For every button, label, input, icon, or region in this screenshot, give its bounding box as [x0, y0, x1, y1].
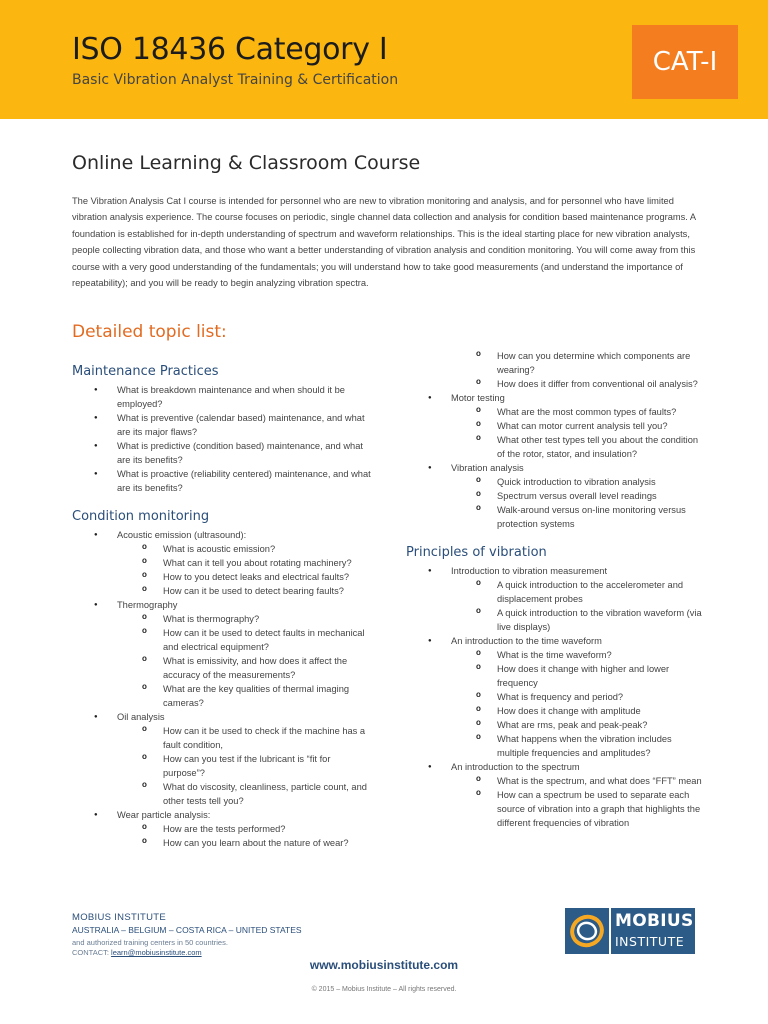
sub-list-item: o How does it change with higher and lower frequency	[406, 662, 706, 690]
logo-line-2: INSTITUTE	[615, 934, 685, 949]
sub-list-item: o How can you test if the lubricant is “fit for purpose”?	[72, 752, 372, 780]
sub-list-item: o How are the tests performed?	[72, 822, 372, 836]
page-subtitle: Basic Vibration Analyst Training & Certification	[72, 72, 399, 88]
sub-list-item: o How does it change with amplitude	[406, 704, 706, 718]
list-item: ● Vibration analysis	[406, 461, 706, 475]
sub-list-item: o Walk-around versus on-line monitoring versus protection systems	[406, 503, 706, 531]
category-badge: CAT-I	[632, 25, 738, 99]
topics-heading: Detailed topic list:	[72, 322, 227, 342]
course-heading: Online Learning & Classroom Course	[72, 152, 421, 174]
sub-list-item: o What is acoustic emission?	[72, 542, 372, 556]
list-item: ● What is breakdown maintenance and when should it be employed?	[72, 383, 372, 411]
page-title: ISO 18436 Category I	[72, 32, 388, 67]
sub-list-item: o What is frequency and period?	[406, 690, 706, 704]
logo-wordmark	[611, 908, 695, 954]
list-item: ● Acoustic emission (ultrasound):	[72, 528, 372, 542]
sub-list-item: o What is the time waveform?	[406, 648, 706, 662]
condition-list	[72, 528, 372, 850]
wear-continued-list	[406, 349, 706, 531]
list-item: ● What is preventive (calendar based) maintenance, and what are its major flaws?	[72, 411, 372, 439]
maintenance-heading: Maintenance Practices	[72, 364, 219, 379]
sub-list-item: o Quick introduction to vibration analysis	[406, 475, 706, 489]
contact-label: CONTACT:	[72, 948, 109, 957]
sub-list-item: o How can it be used to detect bearing faults?	[72, 584, 372, 598]
sub-list-item: o What can motor current analysis tell you?	[406, 419, 706, 433]
sub-list-item: o What do viscosity, cleanliness, particle count, and other tests tell you?	[72, 780, 372, 808]
sub-list-item: o What can it tell you about rotating machinery?	[72, 556, 372, 570]
sub-list-item: o How can it be used to detect faults in mechanical and electrical equipment?	[72, 626, 372, 654]
mobius-logo	[565, 908, 695, 954]
right-column	[406, 349, 706, 830]
principles-heading: Principles of vibration	[406, 545, 547, 560]
website-link[interactable]: www.mobiusinstitute.com	[309, 958, 459, 972]
list-item: ● What is proactive (reliability centered) maintenance, and what are its benefits?	[72, 467, 372, 495]
sub-list-item: o How can a spectrum be used to separate each source of vibration into a graph that highlights the different frequencies of vibration	[406, 788, 706, 830]
list-item: ● Oil analysis	[72, 710, 372, 724]
logo-line-1: MOBIUS	[615, 911, 694, 931]
sub-list-item: o How can you learn about the nature of wear?	[72, 836, 372, 850]
sub-list-item: o What happens when the vibration includes multiple frequencies and amplitudes?	[406, 732, 706, 760]
sub-list-item: o How can it be used to check if the machine has a fault condition,	[72, 724, 372, 752]
footer-org-name: MOBIUS INSTITUTE	[72, 912, 166, 923]
list-item: ● An introduction to the time waveform	[406, 634, 706, 648]
mobius-swirl-icon	[565, 908, 609, 954]
sub-list-item: o What is thermography?	[72, 612, 372, 626]
list-item: ● An introduction to the spectrum	[406, 760, 706, 774]
sub-list-item: o What are the most common types of faults?	[406, 405, 706, 419]
sub-list-item: o What are rms, peak and peak-peak?	[406, 718, 706, 732]
list-item: ● Thermography	[72, 598, 372, 612]
principles-list	[406, 564, 706, 830]
sub-list-item: o A quick introduction to the vibration waveform (via live displays)	[406, 606, 706, 634]
sub-list-item: o What are the key qualities of thermal imaging cameras?	[72, 682, 372, 710]
footer-authorized: and authorized training centers in 50 countries.	[72, 938, 228, 947]
condition-heading: Condition monitoring	[72, 509, 210, 524]
sub-list-item: o How can you determine which components are wearing?	[406, 349, 706, 377]
list-item: ● Introduction to vibration measurement	[406, 564, 706, 578]
sub-list-item: o What is the spectrum, and what does “FFT” mean	[406, 774, 706, 788]
maintenance-list	[72, 383, 372, 495]
sub-list-item: o What other test types tell you about the condition of the rotor, stator, and insulation?	[406, 433, 706, 461]
list-item: ● Wear particle analysis:	[72, 808, 372, 822]
sub-list-item: o How does it differ from conventional oil analysis?	[406, 377, 706, 391]
header-banner	[0, 0, 768, 119]
copyright-text: © 2015 – Mobius Institute – All rights reserved.	[311, 986, 457, 993]
contact-email-link[interactable]: learn@mobiusinstitute.com	[111, 948, 202, 957]
sub-list-item: o A quick introduction to the accelerometer and displacement probes	[406, 578, 706, 606]
left-column	[72, 363, 372, 850]
footer-contact	[72, 948, 202, 957]
sub-list-item: o How to you detect leaks and electrical faults?	[72, 570, 372, 584]
intro-paragraph: The Vibration Analysis Cat I course is intended for personnel who are new to vibration monitoring and analysis, and for personnel who have limited vibration analysis experience. The course focuses on periodic, single channel data collection and analysis for condition based maintenance programs. A foundation is established for in-depth understanding of spectrum and waveform relationships. This is the ideal starting place for new vibration analysts, people collecting vibration data, and those who want a better understanding of vibration analysis and condition monitoring. You will come away from this course with a very good understanding of the fundamentals; you will understand how to take good measurements (and understand the importance of repeatability); and you will be ready to begin analyzing vibration spectra.	[72, 196, 696, 289]
sub-list-item: o Spectrum versus overall level readings	[406, 489, 706, 503]
list-item: ● Motor testing	[406, 391, 706, 405]
list-item: ● What is predictive (condition based) maintenance, and what are its benefits?	[72, 439, 372, 467]
footer-locations: AUSTRALIA – BELGIUM – COSTA RICA – UNITED STATES	[72, 925, 302, 935]
sub-list-item: o What is emissivity, and how does it affect the accuracy of the measurements?	[72, 654, 372, 682]
